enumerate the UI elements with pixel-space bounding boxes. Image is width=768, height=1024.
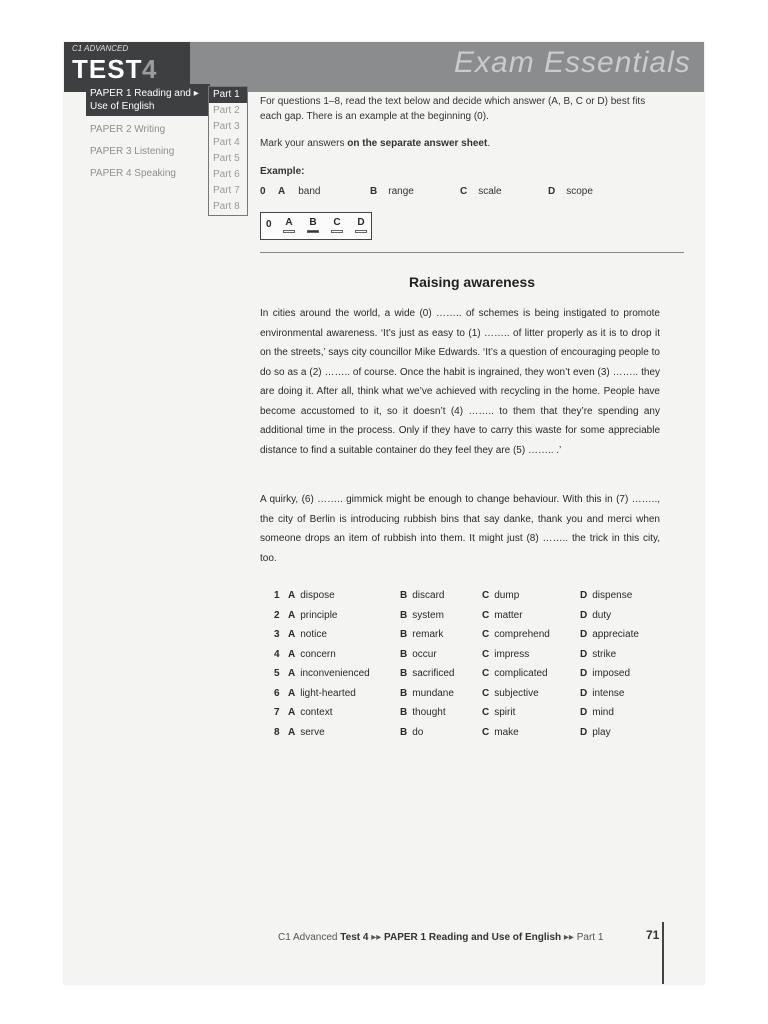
answer-letter-d: D	[357, 217, 365, 228]
paragraph-2: A quirky, (6) …….. gimmick might be enough to change behaviour. With this in (7) …….., the city of Berlin is introducing rubbish bins that say danke, thank you and merci when someone drops an item of rubbish into them. It might just (8) …….. the trick in this city, too.	[260, 494, 660, 564]
part-6: Part 6	[213, 169, 240, 180]
answer-mark-b	[307, 230, 319, 233]
paper2-item: PAPER 2 Writing	[90, 124, 166, 135]
answer-mark-a	[283, 230, 295, 233]
answer-num: 0	[266, 219, 272, 230]
part-8: Part 8	[213, 201, 240, 212]
option-row: 6 A light-hearted B mundane C subjective D intense	[274, 687, 625, 699]
option-row: 1 A dispose B discard C dump D dispense	[274, 590, 633, 601]
mark-bold: on the separate answer sheet	[347, 138, 488, 149]
test-label: TEST	[72, 54, 143, 84]
paragraph-1: In cities around the world, a wide (0) …….. of schemes is being instigated to promote environmental awareness. ‘It’s just as easy to (1) …….. of litter properly as it is to drop it on the streets,’ says city councillor Mike Edwards. ‘It’s a question of encouraging people to do so as a (2) …….. of course. Once the habit is ingrained, they won’t even (3) …….. they are doing it. After all, think what we’ve achieved with recycling in the home. People have become accustomed to it, so it doesn’t (4) …….. to them that they’re spending any additional time in the process. Only if they have to carry this waste for some appreciable distance to find a suitable container do they feel they are (5) …….. .’	[260, 308, 660, 456]
instructions: For questions 1–8, read the text below and decide which answer (A, B, C or D) best fits each gap. There is an example at the beginning (0).	[260, 96, 646, 122]
part-5: Part 5	[213, 153, 240, 164]
page-edge-line	[662, 922, 664, 984]
part-7: Part 7	[213, 185, 240, 196]
option-row: 3 A notice B remark C comprehend D appreciate	[274, 629, 639, 640]
answer-letter-b: B	[309, 217, 317, 228]
mark-prefix: Mark your answers	[260, 138, 348, 149]
mark-suffix: .	[487, 138, 491, 149]
part-3: Part 3	[213, 121, 240, 132]
book-page	[64, 42, 704, 984]
paper3-item: PAPER 3 Listening	[90, 146, 175, 157]
text-title: Raising awareness	[408, 274, 536, 290]
part-4: Part 4	[213, 137, 240, 148]
answer-mark-d	[355, 230, 367, 233]
option-row: 2 A principle B system C matter D duty	[274, 609, 612, 621]
example-c: C scale	[460, 186, 502, 197]
mark-instruction	[260, 138, 490, 149]
page-number: 71	[646, 928, 660, 942]
part-1: Part 1	[209, 87, 247, 103]
test-number: 4	[142, 54, 157, 84]
level-label: C1 ADVANCED	[72, 44, 129, 53]
example-answer-box	[260, 212, 372, 240]
option-row: 4 A concern B occur C impress D strike	[274, 648, 617, 660]
paper4-item: PAPER 4 Speaking	[90, 168, 176, 179]
example-label: Example:	[260, 166, 305, 177]
part-2: Part 2	[213, 105, 240, 116]
divider	[260, 252, 684, 253]
page-footer: C1 Advanced Test 4 ▸▸ PAPER 1 Reading and Use of English ▸▸ Part 1	[278, 932, 604, 943]
example-b: B range	[370, 186, 414, 197]
answer-mark-c	[331, 230, 343, 233]
exam-essentials-banner: Exam Essentials	[454, 46, 691, 79]
option-row: 5 A inconvenienced B sacrificed C complicated D imposed	[274, 668, 631, 679]
option-row: 8 A serve B do C make D play	[274, 726, 611, 738]
example-a: A band	[278, 186, 321, 197]
example-d: D scope	[548, 186, 593, 197]
answer-letter-a: A	[285, 217, 293, 228]
paper1-item: PAPER 1 Reading and ▸ Use of English	[86, 84, 210, 116]
option-row: 7 A context B thought C spirit D mind	[274, 707, 614, 718]
answer-letter-c: C	[333, 217, 341, 228]
parts-list	[208, 86, 248, 216]
example-num: 0	[260, 186, 266, 197]
